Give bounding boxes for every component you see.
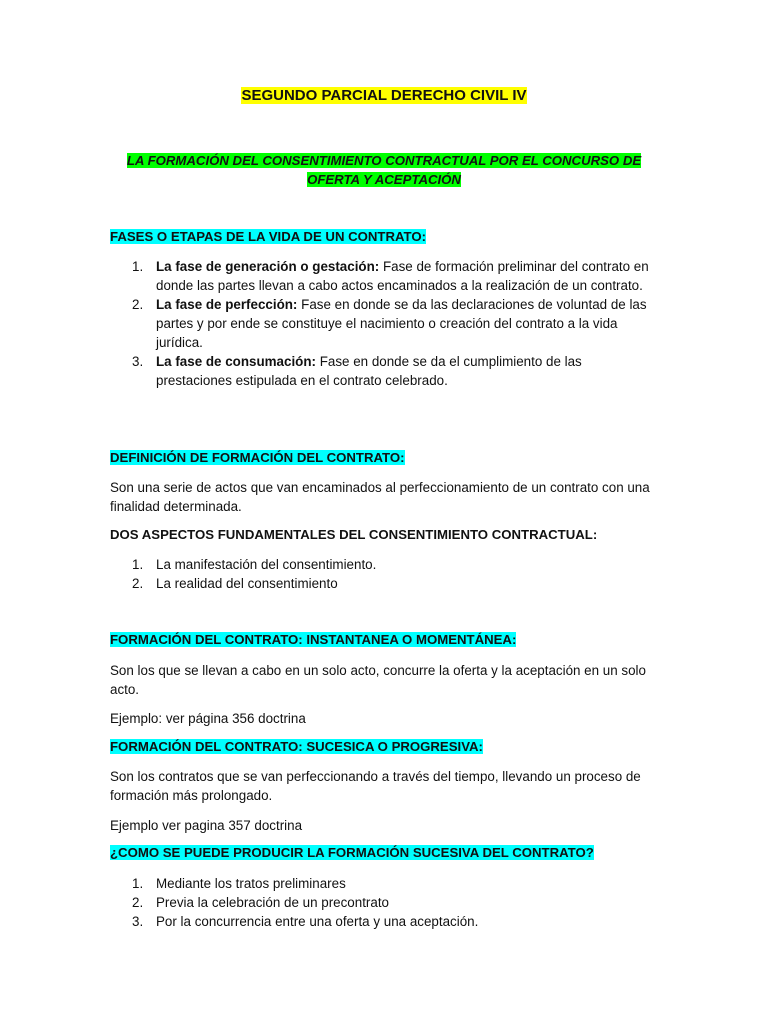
instantanea-paragraph: Son los que se llevan a cabo en un solo acto, concurre la oferta y la aceptación en un solo acto. xyxy=(110,663,646,697)
list-item-text: Fase de formación preliminar del contrato en donde las partes llevan a cabo actos encaminados a la realización de un contrato. xyxy=(156,259,649,293)
sucesiva-paragraph: Son los contratos que se van perfeccionando a través del tiempo, llevando un proceso de formación más prolongado. xyxy=(110,769,641,803)
como-list xyxy=(110,874,660,931)
list-item xyxy=(110,295,660,352)
list-number: 1. xyxy=(132,259,144,274)
list-number: 2. xyxy=(132,576,144,591)
section-heading-definicion xyxy=(110,450,660,465)
sucesiva-example: Ejemplo ver pagina 357 doctrina xyxy=(110,818,303,833)
list-item-term: La fase de consumación: xyxy=(156,354,316,369)
section-heading-instantanea xyxy=(110,632,660,647)
fases-list xyxy=(110,257,660,390)
subtitle-text: LA FORMACIÓN DEL CONSENTIMIENTO CONTRACTUAL POR EL CONCURSO DE OFERTA Y ACEPTACIÓN xyxy=(126,153,642,187)
section-heading-text: FORMACIÓN DEL CONTRATO: SUCESICA O PROGRESIVA: xyxy=(110,739,483,754)
list-item-text: La manifestación del consentimiento. xyxy=(156,557,377,572)
list-number: 2. xyxy=(132,895,144,910)
list-item xyxy=(110,912,660,931)
section-heading-aspectos: DOS ASPECTOS FUNDAMENTALES DEL CONSENTIMIENTO CONTRACTUAL: xyxy=(110,527,598,542)
list-number: 3. xyxy=(132,354,144,369)
list-number: 3. xyxy=(132,914,144,929)
list-item xyxy=(110,352,660,390)
aspectos-list xyxy=(110,555,660,593)
list-item-text: Por la concurrencia entre una oferta y una aceptación. xyxy=(156,914,479,929)
section-heading-fases xyxy=(110,229,660,244)
section-heading-text: FORMACIÓN DEL CONTRATO: INSTANTANEA O MOMENTÁNEA: xyxy=(110,632,517,647)
instantanea-example: Ejemplo: ver página 356 doctrina xyxy=(110,711,306,726)
list-item-text: La realidad del consentimiento xyxy=(156,576,338,591)
section-heading-text: FASES O ETAPAS DE LA VIDA DE UN CONTRATO: xyxy=(110,229,427,244)
definicion-paragraph: Son una serie de actos que van encaminados al perfeccionamiento de un contrato con una finalidad determinada. xyxy=(110,480,650,514)
list-item-text: Previa la celebración de un precontrato xyxy=(156,895,389,910)
list-number: 2. xyxy=(132,297,144,312)
list-item xyxy=(110,555,660,574)
list-number: 1. xyxy=(132,557,144,572)
list-item-text: Mediante los tratos preliminares xyxy=(156,876,346,891)
page-subtitle xyxy=(110,151,658,189)
section-heading-text: ¿COMO SE PUEDE PRODUCIR LA FORMACIÓN SUCESIVA DEL CONTRATO? xyxy=(110,845,594,860)
list-item xyxy=(110,257,660,295)
list-item xyxy=(110,874,660,893)
section-heading-text: DEFINICIÓN DE FORMACIÓN DEL CONTRATO: xyxy=(110,450,405,465)
section-heading-sucesiva xyxy=(110,739,660,754)
list-item-text: Fase en donde se da las declaraciones de voluntad de las partes y por ende se constituye el nacimiento o creación del contrato a la vida jurídica. xyxy=(156,297,647,350)
page-title xyxy=(0,87,768,104)
list-item xyxy=(110,893,660,912)
list-item-term: La fase de generación o gestación: xyxy=(156,259,380,274)
title-text: SEGUNDO PARCIAL DERECHO CIVIL IV xyxy=(241,87,527,104)
list-item xyxy=(110,574,660,593)
list-item-text: Fase en donde se da el cumplimiento de las prestaciones estipulada en el contrato celebrado. xyxy=(156,354,582,388)
list-number: 1. xyxy=(132,876,144,891)
section-heading-como xyxy=(110,845,660,860)
list-item-term: La fase de perfección: xyxy=(156,297,298,312)
